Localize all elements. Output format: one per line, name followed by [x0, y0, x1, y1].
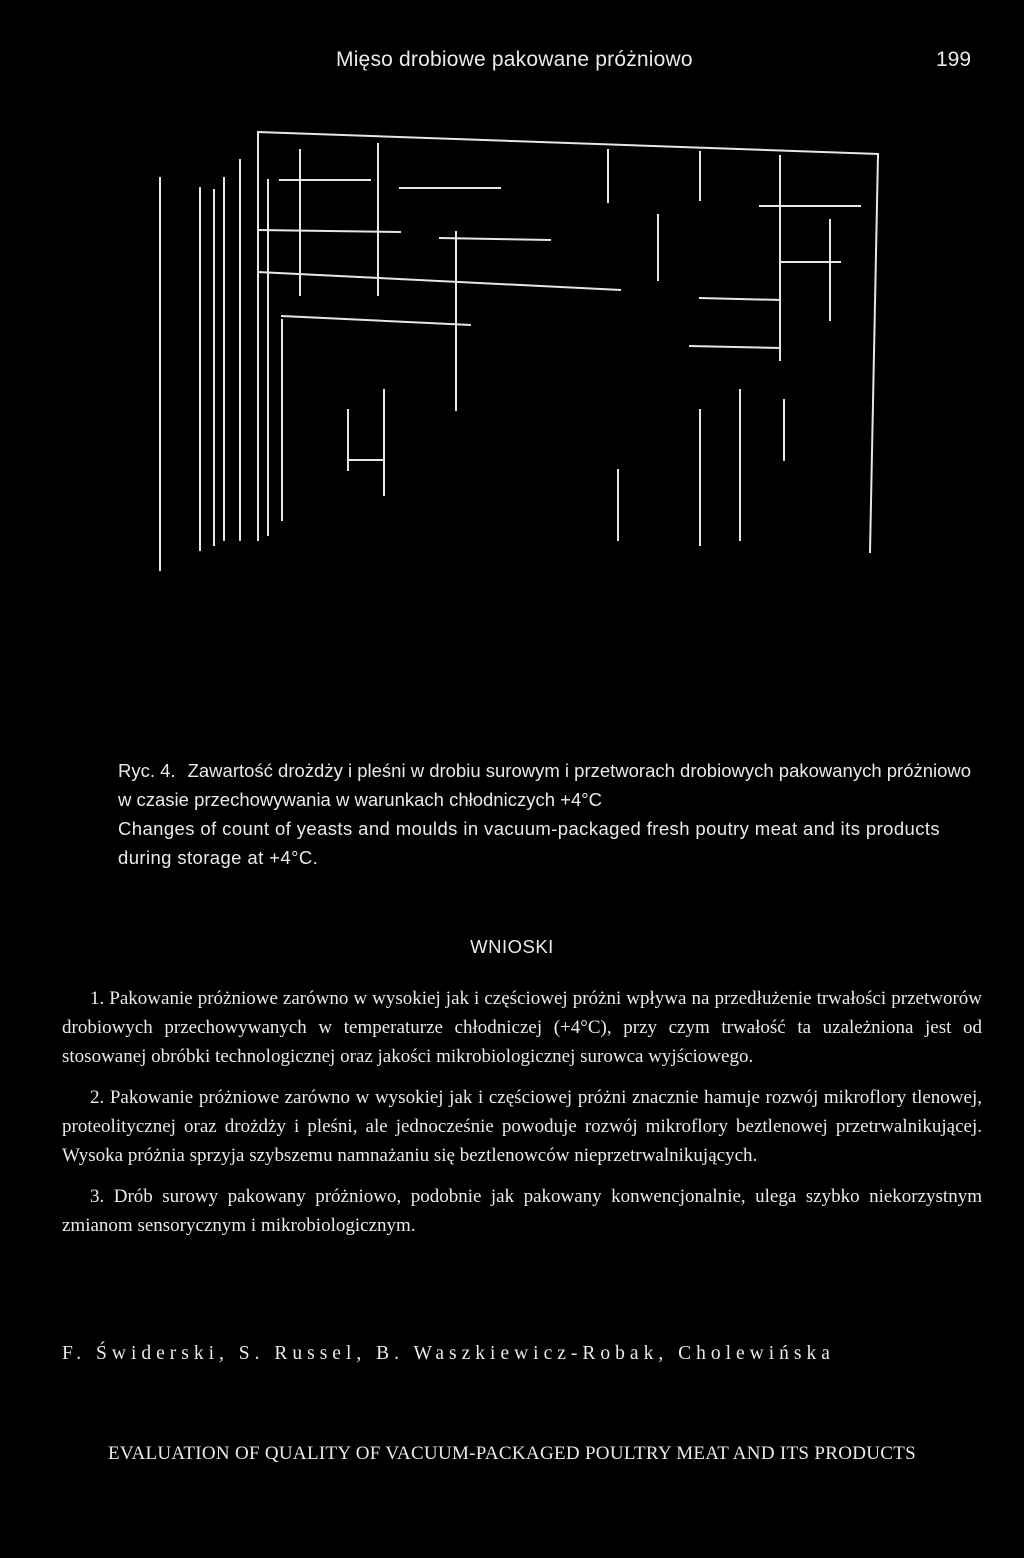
- frame-right-line: [870, 154, 878, 552]
- figure-line-drawing: [140, 120, 900, 590]
- frame-top-line: [258, 132, 878, 154]
- figure-label: Ryc. 4.: [118, 760, 176, 781]
- page-number: 199: [936, 48, 972, 71]
- figure-caption: [118, 756, 986, 872]
- bar-line: [700, 298, 780, 300]
- conclusion-paragraph: 1. Pakowanie próżniowe zarówno w wysokiej jak i częściowej próżni wpływa na przedłużenie trwałości przetworów drobiowych przechowywanych w temperaturze chłodniczej (+4°C), przy czym trwałość ta uzależniona jest od stosowanej obróbki technologicznej oraz jakości mikrobiologicznej surowca wyjściowego.: [62, 988, 982, 1067]
- bar-line: [258, 272, 620, 290]
- conclusion-paragraph: 2. Pakowanie próżniowe zarówno w wysokiej jak i częściowej próżni znacznie hamuje rozwój mikroflory tlenowej, proteolitycznej oraz drożdży i pleśni, ale jednocześnie powoduje rozwój mikroflory beztlenowej przetrwalnikującej. Wysoka próżnia sprzyja szybszemu namnażaniu się beztlenowców nieprzetrwalnikujących.: [62, 1087, 982, 1166]
- author-list: F. Świderski, S. Russel, B. Waszkiewicz-Robak, Cholewińska: [62, 1343, 835, 1364]
- running-title: Mięso drobiowe pakowane próżniowo: [336, 48, 693, 71]
- running-header: [0, 48, 1024, 78]
- caption-english: Changes of count of yeasts and moulds in vacuum-packaged fresh poutry meat and its products during storage at +4°C.: [118, 818, 941, 868]
- caption-polish-text: Zawartość drożdży i pleśni w drobiu surowym i przetworach drobiowych pakowanych próżniowo w czasie przechowywania w warunkach chłodniczych +4°C: [118, 760, 972, 810]
- conclusions-body: [62, 984, 982, 1252]
- bar-line: [690, 346, 780, 348]
- section-heading: WNIOSKI: [470, 936, 554, 957]
- caption-polish: [118, 756, 986, 814]
- figure-ryc-4: [140, 120, 900, 590]
- conclusion-paragraph: 3. Drób surowy pakowany próżniowo, podobnie jak pakowany konwencjonalnie, ulega szybko niekorzystnym zmianom sensorycznym i mikrobiologicznym.: [62, 1186, 982, 1236]
- bar-line: [282, 316, 470, 325]
- english-article-title: EVALUATION OF QUALITY OF VACUUM-PACKAGED POULTRY MEAT AND ITS PRODUCTS: [107, 1443, 916, 1464]
